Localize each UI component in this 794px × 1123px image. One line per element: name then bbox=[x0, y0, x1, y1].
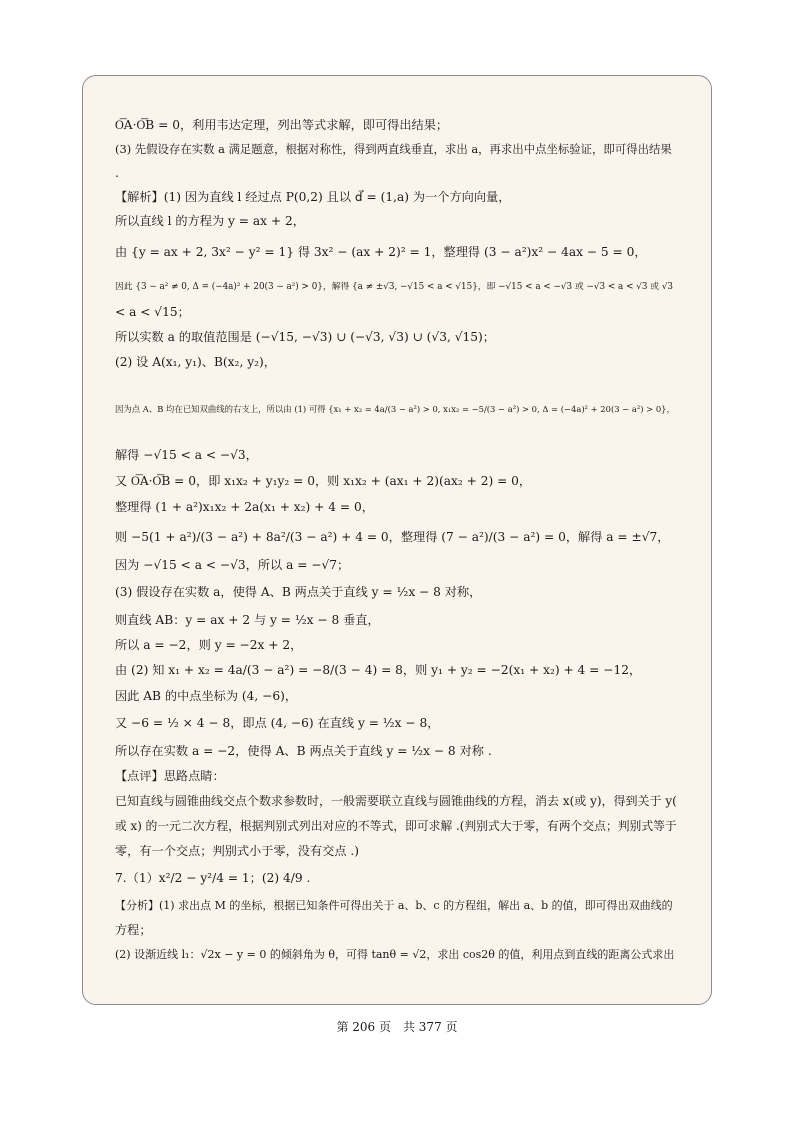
text-line: (3) 先假设存在实数 a 满足题意，根据对称性，得到两直线垂直，求出 a，再求出中点坐标验证，即可得出结果 bbox=[115, 142, 672, 156]
text-line: 因此 AB 的中点坐标为 (4, −6)， bbox=[115, 689, 298, 703]
text-line: 所以实数 a 的取值范围是 (−√15, −√3) ∪ (−√3, √3) ∪ (√3, √15)； bbox=[115, 330, 495, 344]
text-line: 所以 a = −2，则 y = −2x + 2， bbox=[115, 638, 303, 652]
text-line: 则直线 AB：y = ax + 2 与 y = ½x − 8 垂直， bbox=[115, 613, 380, 627]
text-line: (2) 设 A(x₁, y₁)、B(x₂, y₂)， bbox=[115, 355, 276, 369]
text-line: 由 (2) 知 x₁ + x₂ = 4a/(3 − a²) = −8/(3 − 4) = 8，则 y₁ + y₂ = −2(x₁ + x₂) + 4 = −12， bbox=[115, 663, 642, 677]
text-line: 又 O͞A·O͞B = 0，即 x₁x₂ + y₁y₂ = 0，则 x₁x₂ + (ax₁ + 2)(ax₂ + 2) = 0， bbox=[115, 474, 532, 488]
text-line: 所以存在实数 a = −2，使得 A、B 两点关于直线 y = ½x − 8 对称 . bbox=[115, 744, 492, 758]
text-line: < a < √15； bbox=[115, 305, 190, 319]
text-line: 又 −6 = ½ × 4 − 8，即点 (4, −6) 在直线 y = ½x − 8， bbox=[115, 716, 440, 730]
text-line: 因为 −√15 < a < −√3，所以 a = −√7； bbox=[115, 558, 350, 572]
text-line: 则 −5(1 + a²)/(3 − a²) + 8a²/(3 − a²) + 4 = 0，整理得 (7 − a²)/(3 − a²) = 0，解得 a = ±√7， bbox=[115, 530, 670, 544]
text-line: 由 {y = ax + 2, 3x² − y² = 1} 得 3x² − (ax + 2)² = 1，整理得 (3 − a²)x² − 4ax − 5 = 0， bbox=[115, 245, 647, 259]
text-line: 所以直线 l 的方程为 y = ax + 2， bbox=[115, 214, 305, 228]
text-line: 【解析】(1) 因为直线 l 经过点 P(0,2) 且以 d⃗ = (1,a) 为一个方向向量， bbox=[115, 190, 511, 204]
text-line: 【点评】思路点睛： bbox=[115, 769, 225, 783]
text-line: 因此 {3 − a² ≠ 0, Δ = (−4a)² + 20(3 − a²) > 0}，解得 {a ≠ ±√3, −√15 < a < √15}，即 −√15 < a < −√3 或 −√3 < a < √3 或 √3 bbox=[115, 282, 674, 292]
text-line: 整理得 (1 + a²)x₁x₂ + 2a(x₁ + x₂) + 4 = 0， bbox=[115, 500, 374, 514]
text-line: (2) 设渐近线 l₁：√2x − y = 0 的倾斜角为 θ，可得 tanθ = √2，求出 cos2θ 的值，利用点到直线的距离公式求出 bbox=[115, 948, 675, 961]
text-line: 解得 −√15 < a < −√3， bbox=[115, 448, 258, 462]
text-line: 方程； bbox=[115, 923, 152, 937]
page-footer: 第 206 页 共 377 页 bbox=[336, 1020, 458, 1034]
text-line: 或 x) 的一元二次方程，根据判别式列出对应的不等式，即可求解 .(判别式大于零，有两个交点；判别式等于 bbox=[115, 819, 677, 833]
text-line: 因为点 A、B 均在已知双曲线的右支上，所以由 (1) 可得 {x₁ + x₂ = 4a/(3 − a²) > 0, x₁x₂ = −5/(3 − a²) > 0, Δ = (−4a)² + 20(3 − a²) > 0}， bbox=[115, 404, 675, 414]
text-line: . bbox=[115, 166, 119, 180]
text-line: 【分析】(1) 求出点 M 的坐标，根据已知条件可得出关于 a、b、c 的方程组，解出 a、b 的值，即可得出双曲线的 bbox=[115, 899, 673, 912]
text-line: 零，有一个交点；判别式小于零，没有交点 .) bbox=[115, 844, 360, 858]
text-line: 7.（1）x²/2 − y²/4 = 1；(2) 4/9 . bbox=[115, 871, 311, 885]
text-line: (3) 假设存在实数 a，使得 A、B 两点关于直线 y = ½x − 8 对称， bbox=[115, 585, 482, 599]
text-line: 已知直线与圆锥曲线交点个数求参数时，一般需要联立直线与圆锥曲线的方程，消去 x(或 y)，得到关于 y( bbox=[115, 794, 677, 808]
text-line: O͞A·O͞B = 0，利用韦达定理，列出等式求解，即可得出结果； bbox=[115, 118, 449, 132]
